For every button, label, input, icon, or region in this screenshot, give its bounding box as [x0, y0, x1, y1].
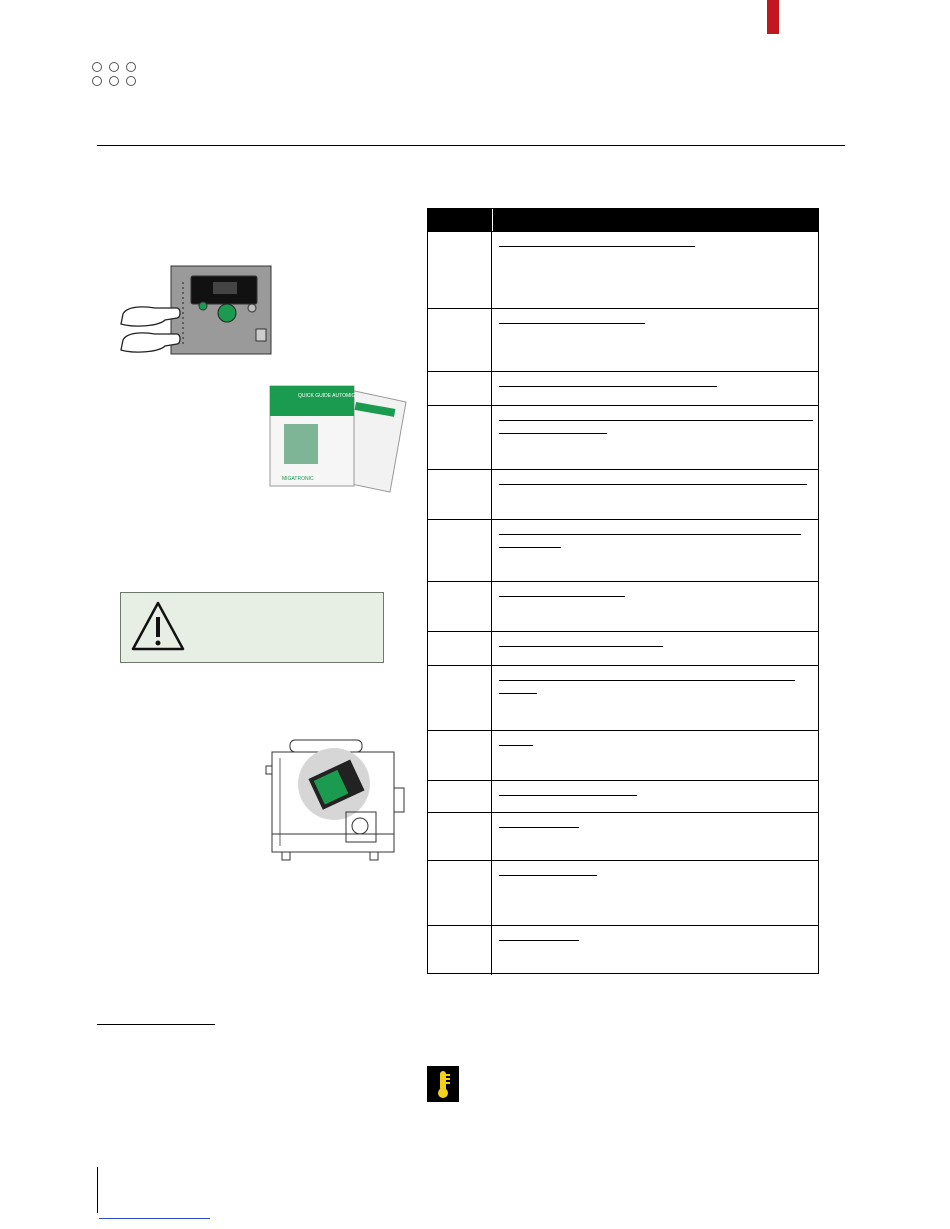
row-link[interactable]: [499, 875, 597, 876]
row-link[interactable]: [499, 534, 801, 535]
row-link[interactable]: [499, 433, 607, 434]
page-tab-marker: [767, 0, 779, 34]
function-table: [427, 208, 819, 974]
table-row: [428, 665, 818, 730]
row-link[interactable]: [499, 693, 537, 694]
table-row: [428, 308, 818, 371]
table-row: [428, 812, 818, 860]
warning-triangle-icon: [129, 599, 187, 653]
table-row: [428, 405, 818, 469]
row-link[interactable]: [499, 646, 663, 647]
row-link[interactable]: [499, 596, 625, 597]
table-row: [428, 581, 818, 631]
table-row: [428, 519, 818, 581]
row-link[interactable]: [499, 745, 533, 746]
table-row: [428, 631, 818, 665]
row-link[interactable]: [499, 323, 645, 324]
guide-cover-brand: MIGATRONIC: [282, 476, 314, 482]
table-row: [428, 860, 818, 925]
row-link[interactable]: [499, 484, 807, 485]
header-rule: [97, 145, 845, 146]
table-row: [428, 730, 818, 780]
table-row: [428, 925, 818, 975]
table-row: [428, 469, 818, 519]
table-row: [428, 231, 818, 308]
row-link[interactable]: [499, 246, 695, 247]
thermometer-icon: [427, 1066, 459, 1102]
row-link[interactable]: [499, 680, 795, 681]
row-link[interactable]: [499, 827, 579, 828]
row-link[interactable]: [499, 547, 561, 548]
page-margin-bar: [97, 1167, 98, 1213]
six-dots-icon: [88, 60, 140, 88]
table-row: [428, 371, 818, 405]
wire-feeder-unit-icon: [262, 738, 408, 862]
quick-guide-booklet-icon: [268, 382, 408, 494]
row-link[interactable]: [499, 795, 637, 796]
row-link[interactable]: [499, 386, 717, 387]
control-panel-hands-icon: [115, 262, 275, 372]
row-link[interactable]: [499, 940, 579, 941]
table-header: [428, 209, 818, 231]
guide-cover-title: QUICK GUIDE AUTOMIG: [298, 393, 356, 399]
footer-link[interactable]: [99, 1218, 210, 1219]
warning-box: [120, 592, 384, 663]
table-row: [428, 780, 818, 812]
row-link[interactable]: [499, 420, 813, 421]
footnote-rule: [97, 1024, 215, 1025]
